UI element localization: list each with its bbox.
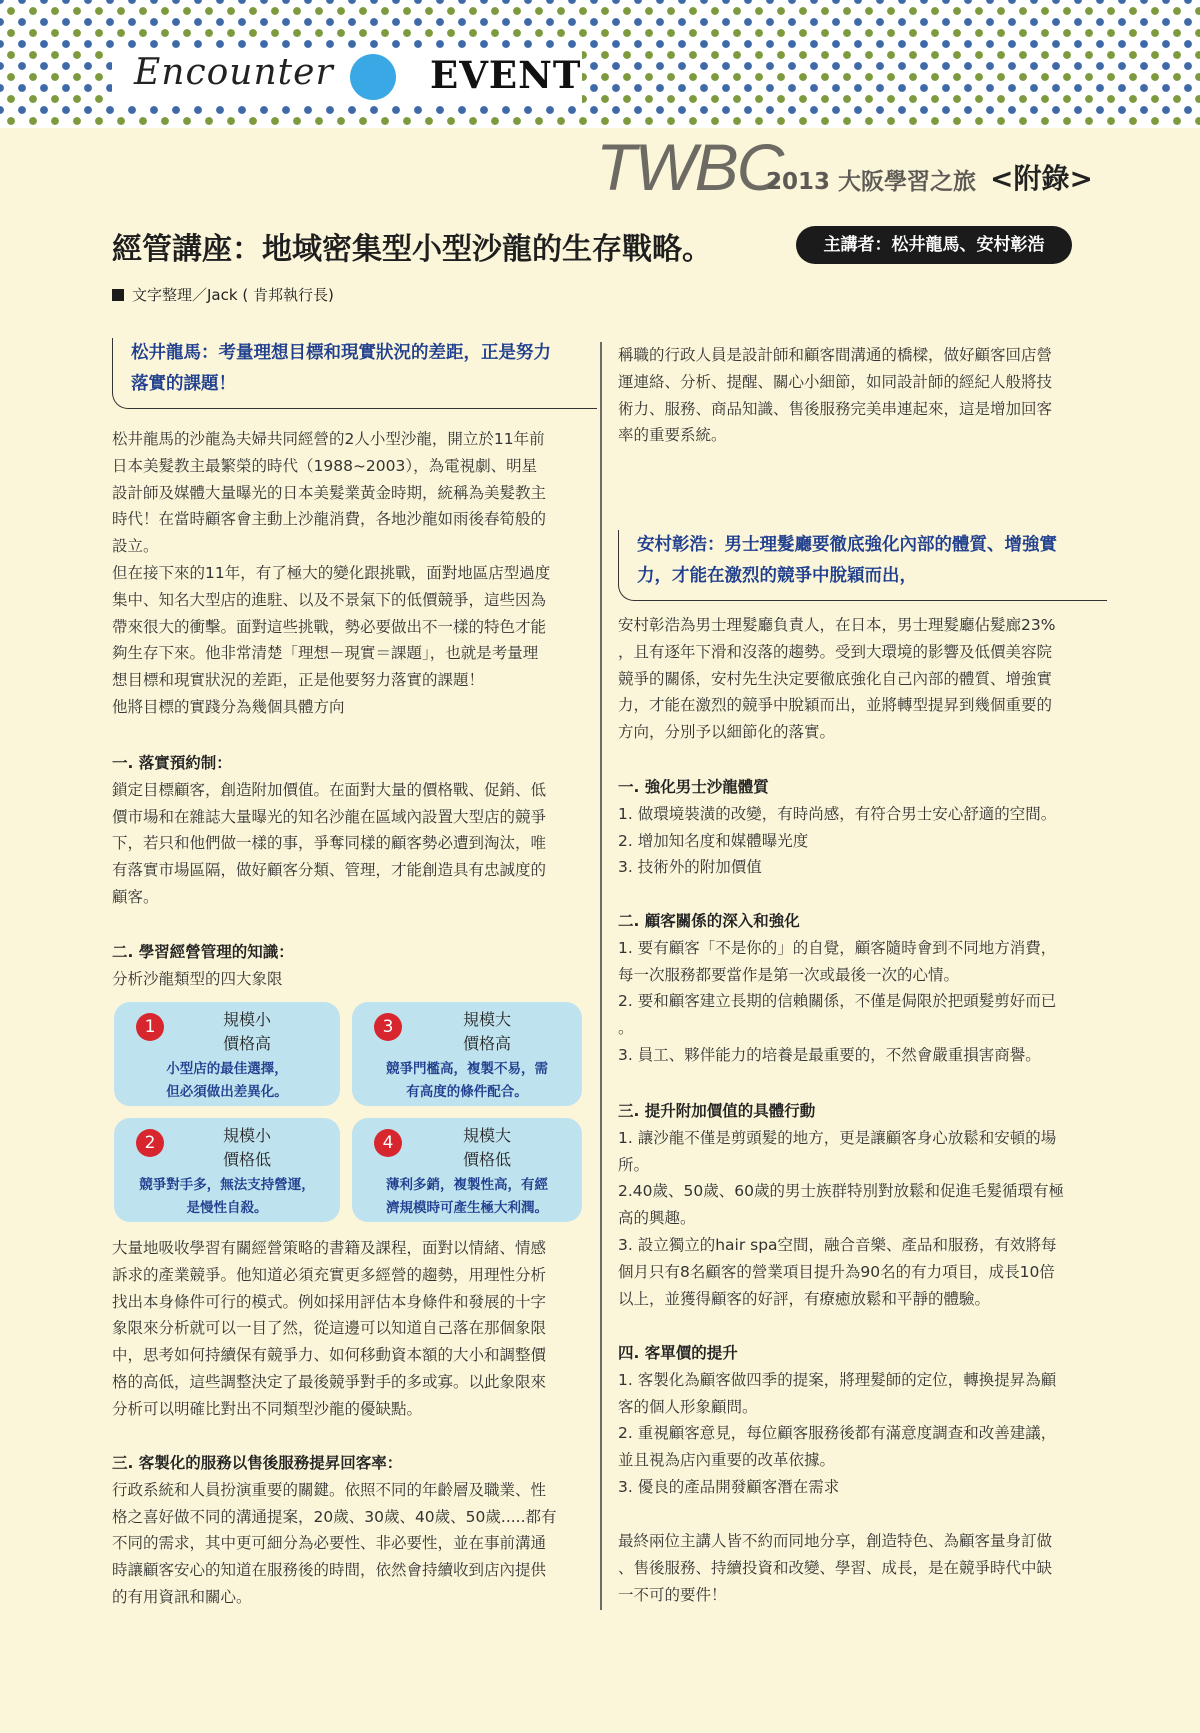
- text-line: 下，若只和他們做一樣的事，爭奪同樣的顧客勢必遭到淘汰，唯: [112, 834, 547, 853]
- section-heading: 一. 落實預約制：: [112, 754, 232, 772]
- quadrant-price: 價格低: [222, 1150, 271, 1169]
- matsui-intro: [112, 426, 602, 721]
- text-line: 方向，分別予以細節化的落實。: [618, 723, 836, 742]
- text-line: 顧客。: [112, 887, 159, 906]
- section-heading: 三. 提升附加價值的具體行動: [618, 1102, 816, 1120]
- text-line: 夠生存下來。他非常清楚「理想－現實＝課題」，也就是考量理: [112, 644, 539, 663]
- quadrant-number-badge: 1: [136, 1013, 164, 1041]
- closing-paragraph: [618, 1528, 1098, 1608]
- text-line: 鎖定目標顧客，創造附加價值。在面對大量的價格戰、促銷、低: [112, 780, 547, 799]
- text-line: 象限來分析就可以一目了然，從這邊可以知道自己落在那個象限: [112, 1319, 547, 1338]
- headline-line: 落實的課題！: [131, 374, 236, 394]
- text-line: 競爭的關係，安村先生決定要徹底強化自己內部的體質、增強實: [618, 669, 1053, 688]
- quadrant-desc: 小型店的最佳選擇， 但必須做出差異化。: [166, 1061, 288, 1100]
- text-line: 他將目標的實踐分為幾個具體方向: [112, 697, 345, 716]
- text-line: 安村彰浩為男士理髮廳負責人，在日本，男士理髮廳佔髮廊23%: [618, 616, 1056, 634]
- text-line: 行政系統和人員扮演重要的關鍵。依照不同的年齡層及職業、性: [112, 1480, 547, 1499]
- text-line: 日本美髮教主最繁榮的時代（1988~2003），為電視劇、明星: [112, 456, 538, 475]
- quadrant-scale: 規模小: [222, 1126, 271, 1145]
- text-line: 最終兩位主講人皆不約而同地分享，創造特色、為顧客量身訂做: [618, 1532, 1053, 1550]
- quadrant-number-badge: 2: [136, 1129, 164, 1157]
- event-label: EVENT: [430, 53, 582, 97]
- quadrant-scale: 規模小: [222, 1010, 271, 1029]
- square-bullet-icon: [112, 289, 124, 301]
- text-line: 高的興趣。: [618, 1209, 696, 1228]
- text-line: 一不可的要件！: [618, 1585, 727, 1604]
- text-line: 帶來很大的衝擊。面對這些挑戰，勢必要做出不一樣的特色才能: [112, 617, 547, 636]
- quadrant-large-low-price: [352, 1118, 582, 1222]
- text-line: 2. 重視顧客意見，每位顧客服務後都有滿意度調查和改善建議，: [618, 1424, 1057, 1443]
- text-line: 不同的需求，其中更可細分為必要性、非必要性，並在事前溝通: [112, 1534, 547, 1553]
- quadrant-number-badge: 3: [374, 1013, 402, 1041]
- text-line: 格之喜好做不同的溝通提案，20歲、30歲、40歲、50歲.....都有: [112, 1507, 557, 1526]
- yasumura-headline: [618, 530, 1107, 601]
- quadrant-desc: 競爭對手多，無法支持營運， 是慢性自殺。: [139, 1177, 315, 1216]
- text-line: 3. 員工、夥伴能力的培養是最重要的，不然會嚴重損害商譽。: [618, 1045, 1041, 1064]
- quadrant-desc: 薄利多銷，複製性高，有經 濟規模時可產生極大利潤。: [386, 1177, 548, 1216]
- quadrant-price: 價格高: [222, 1034, 271, 1053]
- quadrant-small-low-price: [114, 1118, 340, 1222]
- text-line: 時讓顧客安心的知道在服務後的時間，依然會持續收到店內提供: [112, 1561, 547, 1580]
- text-line: 1. 要有顧客「不是你的」的自覺，顧客隨時會到不同地方消費，: [618, 938, 1057, 957]
- right-continuation: [618, 342, 1098, 449]
- text-line: 1. 做環境裝潢的改變，有時尚感，有符合男士安心舒適的空間。: [618, 804, 1057, 823]
- quadrant-scale: 規模大: [462, 1126, 511, 1145]
- text-line: 想目標和現實狀況的差距，正是他要努力落實的課題！: [112, 671, 485, 690]
- matsui-section-2-body: [112, 1235, 602, 1423]
- text-line: 稱職的行政人員是設計師和顧客間溝通的橋樑，做好顧客回店營: [618, 346, 1053, 364]
- text-line: 1. 客製化為顧客做四季的提案，將理髮師的定位，轉換提昇為顧: [618, 1370, 1057, 1389]
- text-line: 訴求的產業競爭。他知道必須充實更多經營的趨勢，用理性分析: [112, 1265, 547, 1284]
- matsui-headline: [112, 338, 597, 409]
- text-line: 找出本身條件可行的模式。例如採用評估本身條件和發展的十字: [112, 1292, 547, 1311]
- quadrant-price: 價格低: [462, 1150, 511, 1169]
- quadrant-scale: 規模大: [462, 1010, 511, 1029]
- blue-circle-icon: [350, 54, 396, 100]
- matsui-section-2-head: [112, 939, 602, 993]
- headline-line: 力，才能在激烈的競爭中脫穎而出，: [637, 566, 917, 586]
- text-line: 分析沙龍類型的四大象限: [112, 969, 283, 988]
- text-line: 2. 要和顧客建立長期的信賴關係，不僅是侷限於把頭髮剪好而已: [618, 992, 1057, 1011]
- trip-title: 2013 大阪學習之旅: [766, 169, 977, 195]
- section-heading: 二. 學習經營管理的知識：: [112, 943, 294, 961]
- text-line: 個月只有8名顧客的營業項目提升為90名的有力項目，成長10倍: [618, 1262, 1055, 1281]
- text-line: 2. 增加知名度和媒體曝光度: [618, 831, 809, 850]
- text-line: 所。: [618, 1155, 650, 1174]
- text-line: 但在接下來的11年，有了極大的變化跟挑戰，面對地區店型過度: [112, 563, 551, 582]
- text-line: 3. 優良的產品開發顧客潛在需求: [618, 1477, 840, 1496]
- quadrant-large-high-price: [352, 1002, 582, 1106]
- text-line: 中，思考如何持續保有競爭力、如何移動資本額的大小和調整價: [112, 1346, 547, 1365]
- section-heading: 三. 客製化的服務以售後服務提昇回客率：: [112, 1454, 403, 1472]
- text-line: 客的個人形象顧問。: [618, 1397, 758, 1416]
- byline: [112, 284, 334, 305]
- text-line: 3. 技術外的附加價值: [618, 858, 762, 877]
- yasumura-section-3: [618, 1098, 1098, 1312]
- text-line: 3. 設立獨立的hair spa空間，融合音樂、產品和服務，有效將每: [618, 1235, 1057, 1254]
- text-line: ，且有逐年下滑和沒落的趨勢。受到大環境的影響及低價美容院: [618, 642, 1053, 661]
- quadrant-small-high-price: [114, 1002, 340, 1106]
- twbc-logo: TWBC: [596, 130, 783, 204]
- text-line: 分析可以明確比對出不同類型沙龍的優缺點。: [112, 1399, 423, 1418]
- quadrant-price: 價格高: [462, 1034, 511, 1053]
- text-line: 價市場和在雜誌大量曝光的知名沙龍在區域內設置大型店的競爭: [112, 807, 547, 826]
- encounter-label: Encounter: [134, 52, 334, 93]
- text-line: 率的重要系統。: [618, 426, 727, 445]
- yasumura-section-1: [618, 774, 1098, 881]
- text-line: 。: [618, 1019, 634, 1038]
- quadrant-number-badge: 4: [374, 1129, 402, 1157]
- text-line: 集中、知名大型店的進駐、以及不景氣下的低價競爭，這些因為: [112, 590, 547, 609]
- text-line: 力，才能在激烈的競爭中脫穎而出，並將轉型提昇到幾個重要的: [618, 696, 1053, 715]
- section-heading: 四. 客單價的提升: [618, 1344, 738, 1362]
- section-banner: [112, 48, 582, 104]
- text-line: 運連絡、分析、提醒、關心小細節，如同設計師的經紀人般將技: [618, 372, 1053, 391]
- text-line: 時代！在當時顧客會主動上沙龍消費，各地沙龍如雨後春筍般的: [112, 510, 547, 529]
- yasumura-intro: [618, 612, 1098, 746]
- text-line: 每一次服務都要當作是第一次或最後一次的心情。: [618, 965, 960, 984]
- section-heading: 一. 強化男士沙龍體質: [618, 778, 769, 796]
- speakers-badge: 主講者：松井龍馬、安村彰浩: [796, 226, 1072, 264]
- text-line: 、售後服務、持續投資和改變、學習、成長，是在競爭時代中缺: [618, 1558, 1053, 1577]
- headline-line: 松井龍馬：考量理想目標和現實狀況的差距，正是努力: [131, 343, 551, 363]
- yasumura-section-2: [618, 908, 1098, 1069]
- text-line: 松井龍馬的沙龍為夫婦共同經營的2人小型沙龍，開立於11年前: [112, 430, 545, 448]
- appendix-label: <附錄>: [990, 162, 1093, 195]
- yasumura-section-4: [618, 1340, 1098, 1501]
- text-line: 設立。: [112, 537, 159, 556]
- text-line: 2.40歲、50歲、60歲的男士族群特別對放鬆和促進毛髮循環有極: [618, 1182, 1064, 1201]
- text-line: 並且視為店內重要的改革依據。: [618, 1451, 836, 1470]
- text-line: 有落實市場區隔，做好顧客分類、管理，才能創造具有忠誠度的: [112, 861, 547, 880]
- text-line: 大量地吸收學習有關經營策略的書籍及課程，面對以情緒、情感: [112, 1239, 547, 1257]
- byline-text: 文字整理／Jack ( 肯邦執行長): [132, 286, 334, 304]
- text-line: 格的高低，這些調整決定了最後競爭對手的多或寡。以此象限來: [112, 1372, 547, 1391]
- text-line: 1. 讓沙龍不僅是剪頭髮的地方，更是讓顧客身心放鬆和安頓的場: [618, 1128, 1057, 1147]
- quadrant-desc: 競爭門檻高，複製不易，需 有高度的條件配合。: [386, 1061, 548, 1100]
- text-line: 的有用資訊和關心。: [112, 1587, 252, 1606]
- section-heading: 二. 顧客關係的深入和強化: [618, 912, 800, 930]
- headline-line: 安村彰浩：男士理髮廳要徹底強化內部的體質、增強實: [637, 535, 1057, 555]
- article-title: 經管講座：地域密集型小型沙龍的生存戰略。: [112, 232, 712, 267]
- matsui-section-3: [112, 1450, 602, 1611]
- matsui-section-1: [112, 750, 602, 911]
- text-line: 術力、服務、商品知識、售後服務完美串連起來，這是增加回客: [618, 399, 1053, 418]
- text-line: 以上，並獲得顧客的好評，有療癒放鬆和平靜的體驗。: [618, 1289, 991, 1308]
- text-line: 設計師及媒體大量曝光的日本美髮業黃金時期，統稱為美髮教主: [112, 483, 547, 502]
